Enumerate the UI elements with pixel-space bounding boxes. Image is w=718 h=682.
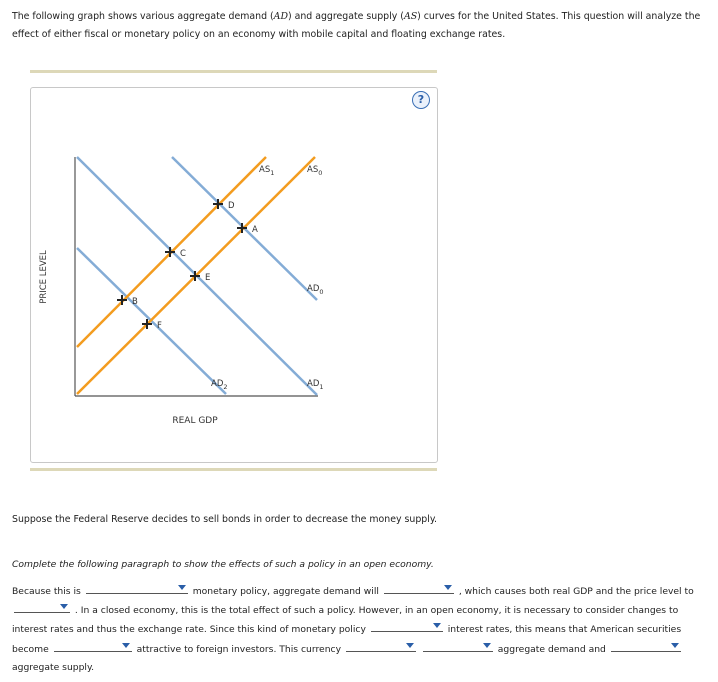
ad0-label: $AD_0$ (307, 284, 324, 296)
net-exports-effect-dropdown[interactable] (423, 640, 493, 652)
svg-text:E: E (205, 273, 211, 283)
answer-paragraph: Because this is monetary policy, aggregate demand will , which causes both real GDP and the price level to . In a closed economy, this is the total effect of such a policy. However, in an open economy, it is necessary to consider changes to interest rates and thus the exchange rate. Since this kind of monetary policy interest rates, this means that American securities become attractive to foreign investors. This currency aggregate demand and aggregate supply. (12, 582, 702, 677)
svg-text:F: F (157, 321, 162, 331)
ad-change-dropdown[interactable] (384, 582, 454, 594)
gdp-price-change-dropdown[interactable] (14, 601, 70, 613)
securities-attractiveness-dropdown[interactable] (54, 640, 132, 652)
ad-symbol: AD (273, 11, 288, 22)
question-text: Suppose the Federal Reserve decides to sell bonds in order to decrease the money supply. (12, 514, 438, 525)
help-icon[interactable]: ? (412, 91, 430, 109)
policy-type-dropdown[interactable] (86, 582, 188, 594)
as0-label: $AS_0$ (307, 165, 323, 177)
interest-rate-change-dropdown[interactable] (371, 620, 443, 632)
x-axis-label: REAL GDP (172, 416, 218, 426)
as1-label: $AS_1$ (259, 165, 275, 177)
intro-text: The following graph shows various aggregate demand (AD) and aggregate supply (AS) curves for the United States. This question will analyze the effect of either fiscal or monetary policy on an economy with mobile capital and floating exchange rates. (12, 11, 701, 40)
as-effect-dropdown[interactable] (611, 640, 681, 652)
svg-text:B: B (132, 297, 138, 307)
y-axis-label: PRICE LEVEL (39, 250, 49, 304)
ad2-label: $AD_2$ (211, 379, 228, 391)
svg-text:D: D (228, 201, 235, 211)
svg-text:A: A (252, 225, 258, 235)
ad1-label: $AD_1$ (307, 379, 324, 391)
as-symbol: AS (403, 11, 418, 22)
currency-change-dropdown[interactable] (346, 640, 416, 652)
instructions-text: Complete the following paragraph to show the effects of such a policy in an open economy. (12, 559, 434, 570)
svg-text:C: C (180, 249, 186, 259)
bottom-divider (30, 468, 437, 471)
